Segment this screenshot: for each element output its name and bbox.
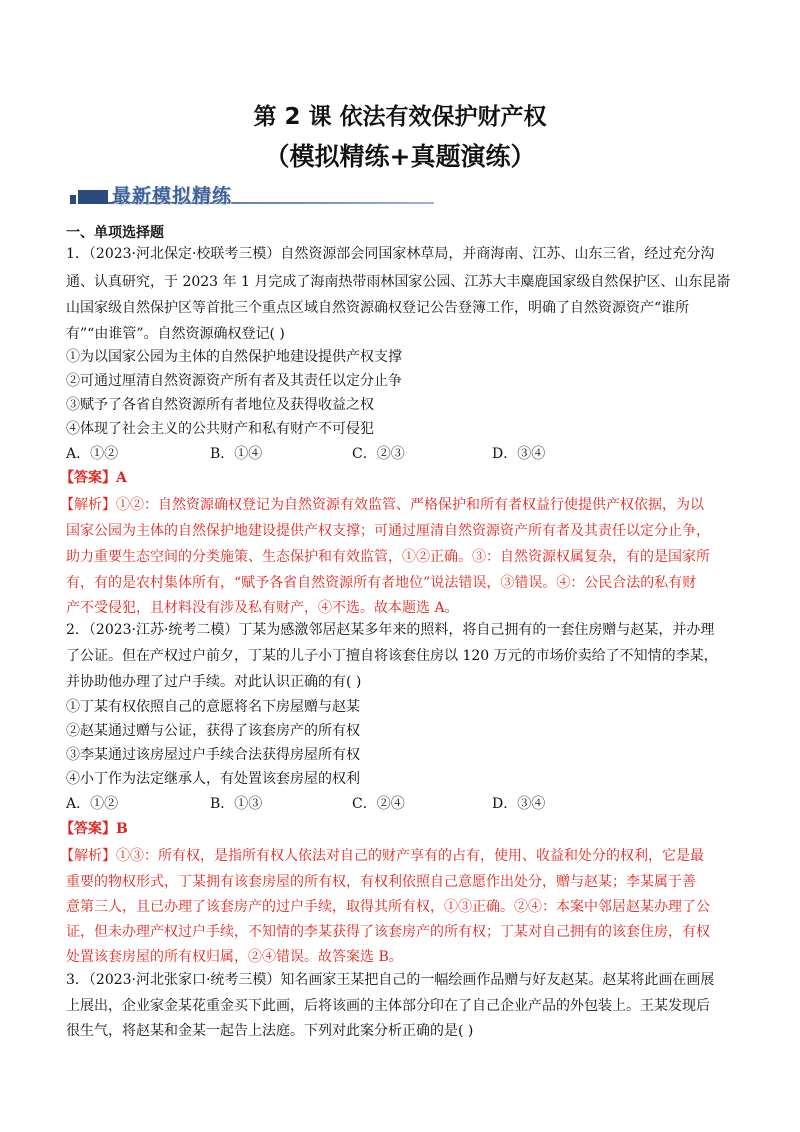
q1-answer: 【答案】A	[60, 470, 127, 486]
q3-stem-line: 很生气，将赵某和金某一起告上法庭。下列对此案分析正确的是( )	[66, 1023, 474, 1039]
q1-stem-line: 1．（2023·河北保定·校联考三模）自然资源部会同国家林草局，并商海南、江苏、山东三省，经过充分沟	[66, 246, 715, 262]
section-banner	[70, 180, 435, 210]
q2-analysis-line: 意第三人，且已办理了该套房产的过户手续，取得其所有权，①③正确。②④：本案中邻居赵某办理了公	[66, 899, 710, 915]
q2-option-a: A．①②	[66, 796, 119, 812]
q1-analysis-line: 助力重要生态空间的分类施策、生态保护和有效监管，①②正确。③：自然资源权属复杂，有的是国家所	[66, 549, 710, 565]
section-heading: 一、单项选择题	[66, 225, 164, 241]
q2-item: ③李某通过该房屋过户手续合法获得房屋所有权	[66, 747, 360, 763]
q1-item: ②可通过厘清自然资源资产所有者及其责任以定分止争	[66, 373, 402, 389]
q2-stem-line: 了公证。但在产权过户前夕，丁某的儿子小丁擅自将该套住房以 120 万元的市场价卖给了不知情的李某，	[66, 648, 718, 664]
q2-option-d: D．③④	[492, 796, 546, 812]
q2-analysis-line: 处置该套房屋的所有权归属，②④错误。故答案选 B。	[66, 949, 403, 965]
q1-analysis-line: 产不受侵犯，且材料没有涉及私有财产，④不选。故本题选 A。	[66, 600, 459, 616]
q2-answer: 【答案】B	[60, 821, 128, 837]
q2-item: ④小丁作为法定继承人，有处置该套房屋的权利	[66, 771, 360, 787]
q2-item: ②赵某通过赠与公证，获得了该套房产的所有权	[66, 723, 360, 739]
q1-analysis-line: 【解析】①②：自然资源确权登记为自然资源有效监管、严格保护和所有者权益行使提供产权依据，为以	[60, 497, 704, 513]
q2-analysis-line: 【解析】①③：所有权，是指所有权人依法对自己的财产享有的占有，使用、收益和处分的权利，它是最	[60, 848, 704, 864]
banner-decoration	[78, 190, 108, 204]
q2-stem-line: 并协助他办理了过户手续。对此认识正确的有( )	[66, 674, 362, 690]
q1-option-d: D．③④	[492, 446, 546, 462]
q1-option-a: A．①②	[66, 446, 119, 462]
q1-item: ③赋予了各省自然资源所有者地位及获得收益之权	[66, 397, 374, 413]
q1-analysis-line: 有，有的是农村集体所有，“赋予各省自然资源所有者地位”说法错误，③错误。④：公民合法的私有财	[66, 575, 697, 591]
q2-analysis-line: 重要的物权形式，丁某拥有该套房屋的所有权，有权利依照自己意愿作出处分，赠与赵某；李某属于善	[66, 874, 696, 890]
q2-item: ①丁某有权依照自己的意愿将名下房屋赠与赵某	[66, 699, 360, 715]
q1-option-b: B．①④	[210, 446, 263, 462]
q3-stem-line: 上展出，企业家金某花重金买下此画，后将该画的主体部分印在了自己企业产品的外包装上。王某发现后	[66, 998, 710, 1014]
lesson-title: 第 2 课 依法有效保护财产权	[253, 104, 547, 130]
q1-option-c: C．②③	[352, 446, 405, 462]
lesson-subtitle: （模拟精练+真题演练）	[264, 142, 536, 171]
q2-stem-line: 2．（2023·江苏·统考二模）丁某为感激邻居赵某多年来的照料，将自己拥有的一套住房赠与赵某，并办理	[66, 622, 715, 638]
q2-option-c: C．②④	[352, 796, 405, 812]
q3-stem-line: 3．（2023·河北张家口·统考三模）知名画家王某把自己的一幅绘画作品赠与好友赵某。赵某将此画在画展	[66, 972, 715, 988]
banner-title: 最新模拟精练	[112, 185, 233, 207]
q1-item: ④体现了社会主义的公共财产和私有财产不可侵犯	[66, 421, 374, 437]
q1-stem-line: 山国家级自然保护区等首批三个重点区域自然资源确权登记公告登簿工作，明确了自然资源资产“谁所	[66, 300, 690, 316]
q1-item: ①为以国家公园为主体的自然保护地建设提供产权支撑	[66, 349, 402, 365]
q2-option-b: B．①③	[210, 796, 263, 812]
q2-analysis-line: 证，但未办理产权过户手续，不知情的李某获得了该套房产的所有权；丁某对自己拥有的该套住房，有权	[66, 924, 710, 940]
q1-stem-line: 通、认真研究，于 2023 年 1 月完成了海南热带雨林国家公园、江苏大丰麋鹿国家级自然保护区、山东昆嵛	[66, 274, 731, 290]
q1-stem-line: 有”“由谁管”。自然资源确权登记( )	[66, 326, 285, 342]
q1-analysis-line: 国家公园为主体的自然保护地建设提供产权支撑；可通过厘清自然资源资产所有者及其责任以定分止争，	[66, 523, 710, 539]
